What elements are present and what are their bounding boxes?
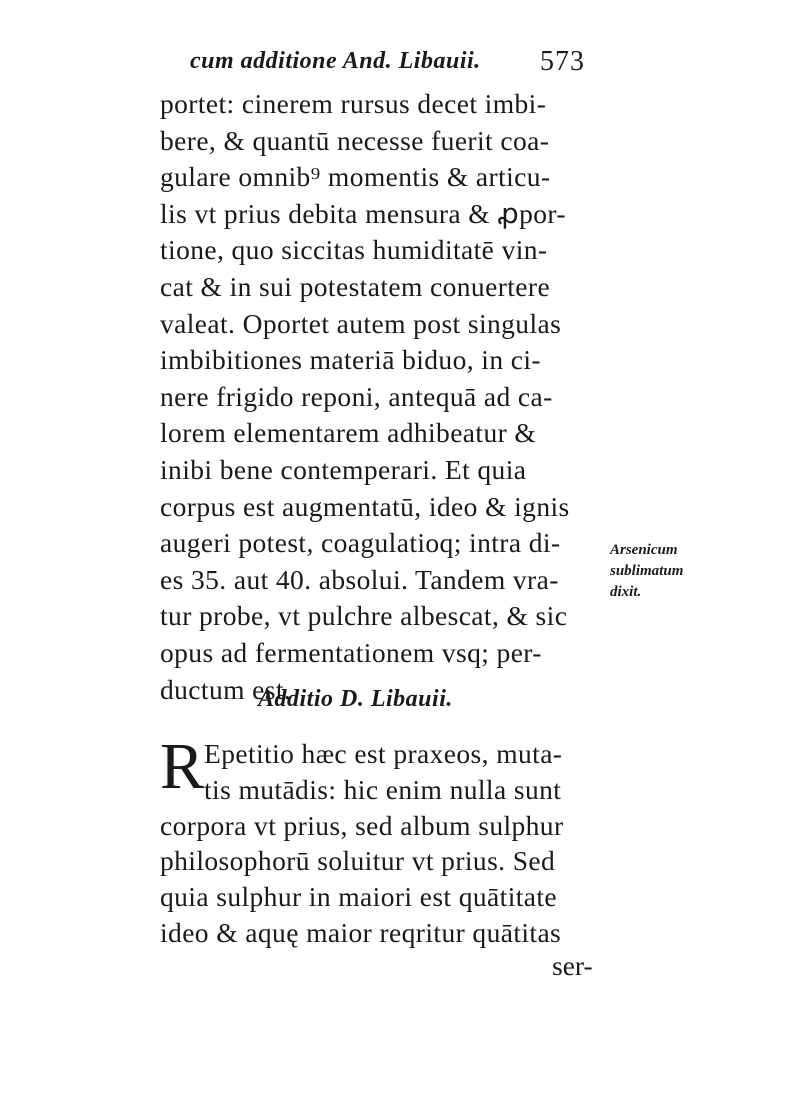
text-line: cat & in sui potestatem conuertere bbox=[160, 270, 551, 302]
text-line: tis mutādis: hic enim nulla sunt bbox=[204, 773, 562, 805]
text-line: gulare omnib⁹ momentis & articu- bbox=[160, 161, 551, 193]
main-text-block bbox=[160, 86, 610, 708]
text-line: opus ad fermentationem vsq; per- bbox=[160, 636, 542, 668]
section-heading: Additio D. Libauii. bbox=[258, 686, 453, 712]
text-line: nere frigido reponi, antequā ad ca- bbox=[160, 380, 553, 412]
marginal-note-line: dixit. bbox=[610, 584, 642, 600]
text-line: es 35. aut 40. absolui. Tandem vra- bbox=[160, 563, 559, 595]
text-line: imbibitiones materiā biduo, in ci- bbox=[160, 344, 541, 376]
marginal-note bbox=[610, 540, 720, 603]
text-line: inibi bene contemperari. Et quia bbox=[160, 453, 527, 485]
catchword: ser- bbox=[552, 950, 593, 981]
text-line: augeri potest, coagulatioq; intra di- bbox=[160, 527, 561, 559]
text-line: quia sulphur in maiori est quātitate bbox=[160, 881, 558, 913]
text-line: portet: cinerem rursus decet imbi- bbox=[160, 88, 547, 119]
text-line: Epetitio hæc est praxeos, muta- bbox=[204, 738, 563, 769]
marginal-note-line: Arsenicum bbox=[610, 542, 678, 558]
drop-cap: R bbox=[160, 730, 205, 803]
text-line: tione, quo siccitas humiditatē vin- bbox=[160, 234, 548, 266]
text-line: lis vt prius debita mensura & ꝓpor- bbox=[160, 197, 566, 229]
text-line: ductum est. bbox=[160, 673, 292, 705]
text-line: corpora vt prius, sed album sulphur bbox=[160, 809, 564, 841]
addition-text-block bbox=[160, 730, 620, 951]
text-line: valeat. Oportet autem post singulas bbox=[160, 307, 562, 339]
page-number: 573 bbox=[540, 46, 585, 77]
text-line: philosophorū soluitur vt prius. Sed bbox=[160, 845, 556, 877]
text-line: corpus est augmentatū, ideo & ignis bbox=[160, 490, 570, 522]
marginal-note-line: sublimatum bbox=[610, 563, 684, 579]
text-line: tur probe, vt pulchre albescat, & sic bbox=[160, 600, 568, 632]
text-line: bere, & quantū necesse fuerit coa- bbox=[160, 124, 550, 156]
text-line: ideo & aquę maior reqritur quātitas bbox=[160, 916, 562, 948]
text-line: lorem elementarem adhibeatur & bbox=[160, 417, 537, 449]
running-head: cum additione And. Libauii. bbox=[190, 48, 481, 74]
